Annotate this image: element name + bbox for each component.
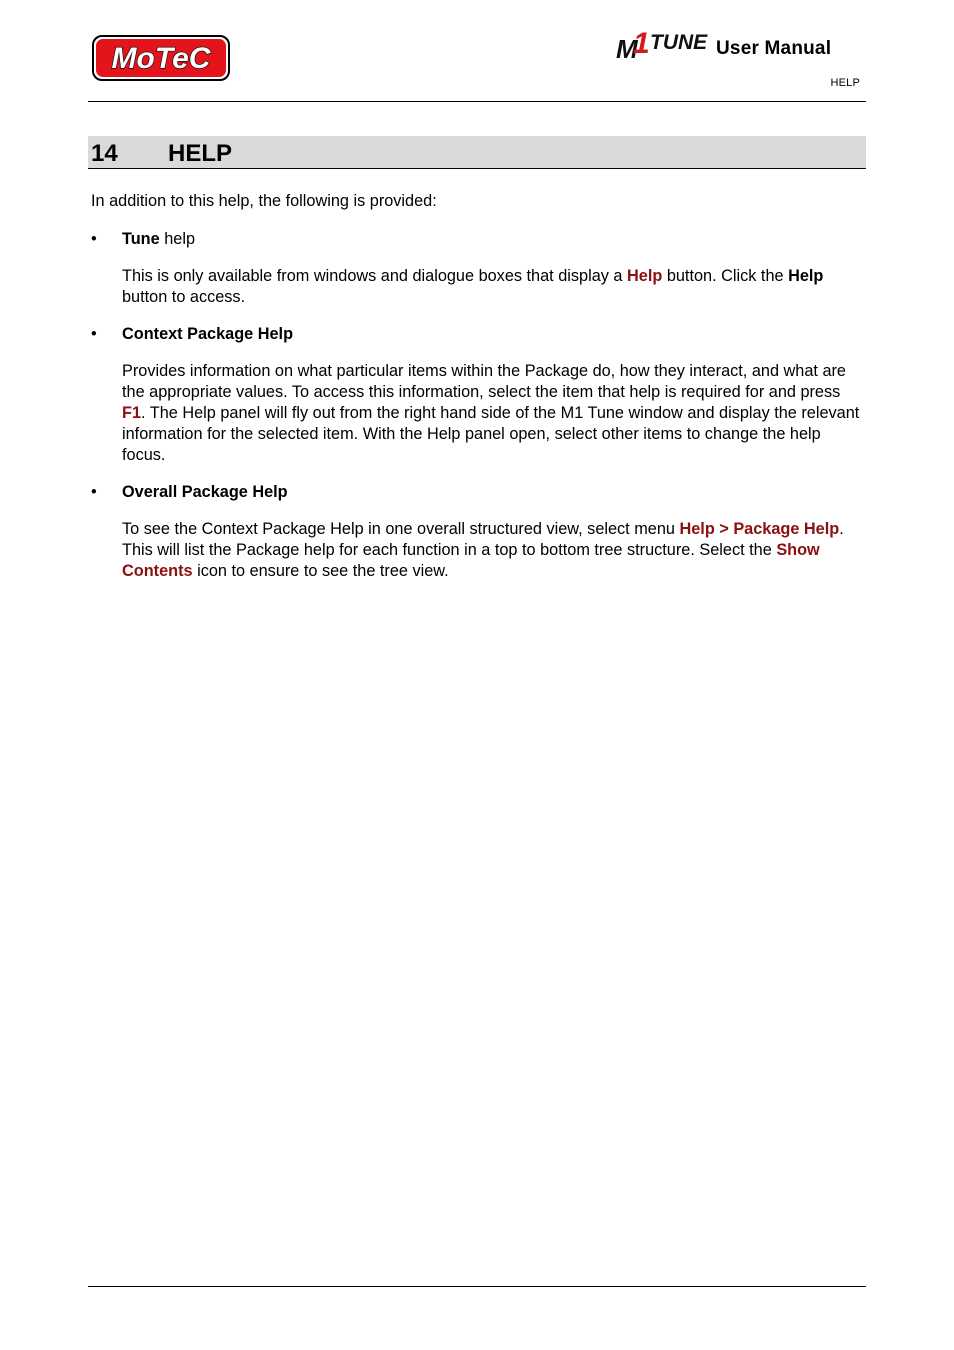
motec-logo-text: MoTeC [111,42,211,75]
document-title: User Manual [716,38,832,59]
running-section-label: HELP [830,77,860,89]
text-run: icon to ensure to see the tree view. [192,562,449,580]
item-heading-bold: Tune [122,230,160,248]
footer-divider [88,1286,866,1287]
list-item-tune-help [91,229,866,308]
text-run: . This will list the Package help for each function in a top to bottom tree structure. Select the [122,520,844,559]
item-heading-rest: help [159,230,195,248]
chapter-body [91,191,866,598]
menu-path-reference: Help > Package Help [679,520,840,538]
m1-tune-logo [616,27,712,63]
bullet: • [91,483,97,501]
item-description [122,266,866,308]
item-heading [122,324,866,345]
bullet: • [91,325,97,343]
help-button-reference-bold: Help [788,267,824,285]
item-heading [122,229,866,250]
item-heading-bold: Context Package Help [122,325,294,343]
svg-text:1: 1 [633,27,650,60]
item-heading [122,482,866,503]
motec-logo [92,35,230,81]
text-run: Provides information on what particular items within the Package do, how they interact, and what are the appropriate values. To access this information, select the item that help is required for and press [122,362,846,401]
item-heading-bold: Overall Package Help [122,483,288,501]
list-item-overall-package-help [91,482,866,582]
chapter-title: HELP [168,140,233,167]
intro-paragraph: In addition to this help, the following is provided: [91,192,437,210]
text-run: . The Help panel will fly out from the right hand side of the M1 Tune window and display the relevant information for the selected item. With the Help panel open, select other items to change the help focus. [122,404,860,464]
item-description [122,361,866,466]
text-run: This is only available from windows and dialogue boxes that display a [122,267,627,285]
help-button-reference: Help [627,267,663,285]
text-run: To see the Context Package Help in one overall structured view, select menu [122,520,680,538]
f1-key-reference: F1 [122,404,142,422]
svg-text:TUNE: TUNE [650,31,708,54]
list-item-context-package-help [91,324,866,466]
show-contents-reference: Show Contents [122,541,820,580]
text-run: button to access. [122,288,246,306]
item-description [122,519,866,582]
chapter-number: 14 [91,140,118,167]
text-run: button. Click the [662,267,789,285]
chapter-heading [88,136,866,169]
header-divider [88,101,866,102]
svg-text:M: M [616,34,638,63]
bullet: • [91,230,97,248]
